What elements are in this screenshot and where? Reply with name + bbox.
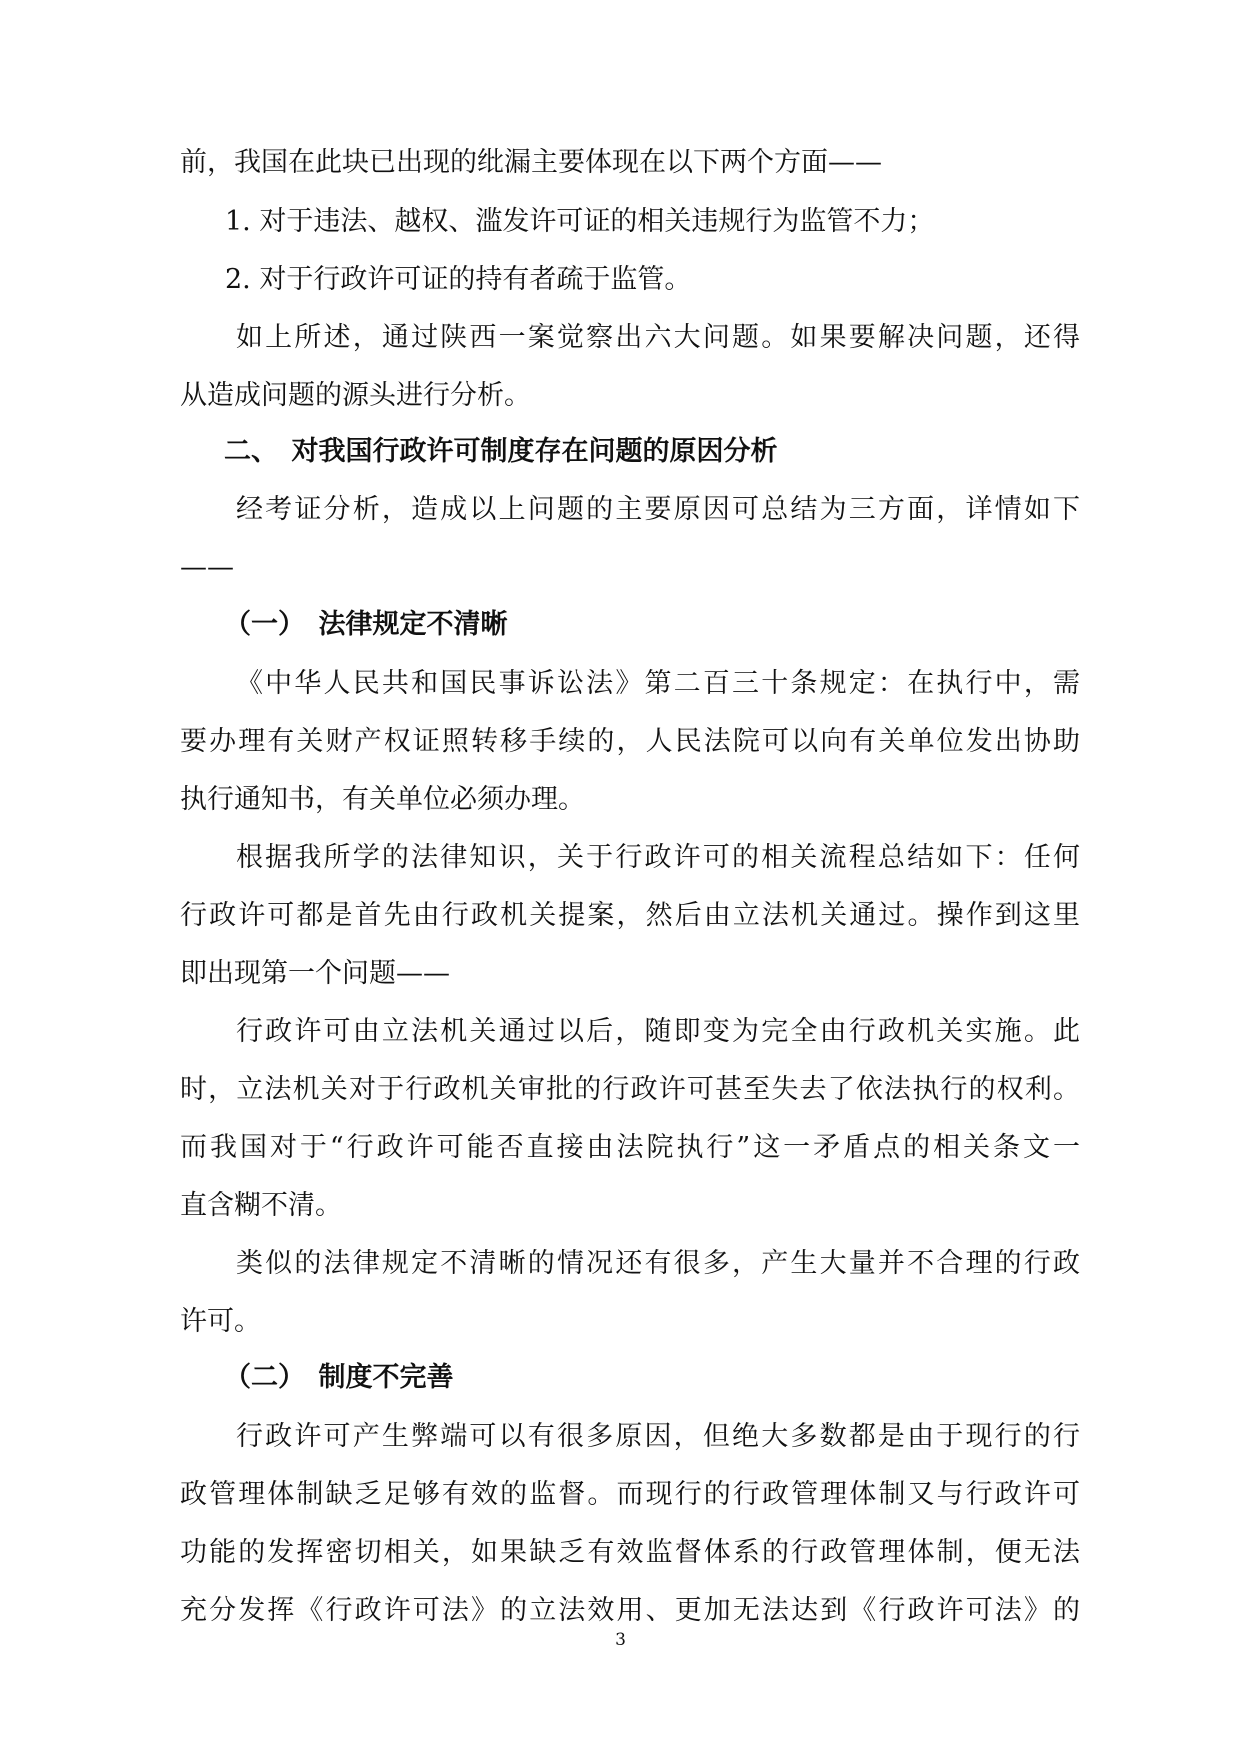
paragraph-line: 许可。 xyxy=(180,1306,261,1337)
paragraph-line: 行政许可产生弊端可以有很多原因，但绝大多数都是由于现行的行 xyxy=(236,1421,1080,1452)
paragraph-line: 政管理体制缺乏足够有效的监督。而现行的行政管理体制又与行政许可 xyxy=(180,1479,1080,1510)
paragraph-line: 执行通知书，有关单位必须办理。 xyxy=(180,784,585,815)
list-item-2: 2. 对于行政许可证的持有者疏于监管。 xyxy=(225,264,692,295)
paragraph-line: 时，立法机关对于行政机关审批的行政许可甚至失去了依法执行的权利。 xyxy=(180,1074,1080,1105)
paragraph-line: —— xyxy=(180,552,234,583)
section-heading-2: 二、 对我国行政许可制度存在问题的原因分析 xyxy=(224,436,778,467)
paragraph-line: 根据我所学的法律知识，关于行政许可的相关流程总结如下：任何 xyxy=(236,842,1080,873)
paragraph-line: 《中华人民共和国民事诉讼法》第二百三十条规定：在执行中，需 xyxy=(236,668,1080,699)
paragraph-line: 前，我国在此块已出现的纰漏主要体现在以下两个方面—— xyxy=(180,147,882,178)
paragraph-line: 行政许可都是首先由行政机关提案，然后由立法机关通过。操作到这里 xyxy=(180,900,1080,931)
page-number: 3 xyxy=(615,1630,626,1650)
paragraph-line: 即出现第一个问题—— xyxy=(180,958,450,989)
paragraph-line: 类似的法律规定不清晰的情况还有很多，产生大量并不合理的行政 xyxy=(236,1248,1080,1279)
paragraph-line: 要办理有关财产权证照转移手续的，人民法院可以向有关单位发出协助 xyxy=(180,726,1080,757)
subsection-heading-1: （一） 法律规定不清晰 xyxy=(224,609,508,640)
paragraph-line: 而我国对于“行政许可能否直接由法院执行”这一矛盾点的相关条文一 xyxy=(180,1132,1080,1163)
paragraph-line: 充分发挥《行政许可法》的立法效用、更加无法达到《行政许可法》的 xyxy=(180,1595,1080,1626)
paragraph-line: 直含糊不清。 xyxy=(180,1190,342,1221)
paragraph-line: 功能的发挥密切相关，如果缺乏有效监督体系的行政管理体制，便无法 xyxy=(180,1537,1080,1568)
paragraph-line: 经考证分析，造成以上问题的主要原因可总结为三方面，详情如下 xyxy=(236,494,1080,525)
list-item-1: 1. 对于违法、越权、滥发许可证的相关违规行为监管不力； xyxy=(225,206,935,237)
paragraph-line: 行政许可由立法机关通过以后，随即变为完全由行政机关实施。此 xyxy=(236,1016,1080,1047)
subsection-heading-2: （二） 制度不完善 xyxy=(224,1362,454,1393)
paragraph-line: 从造成问题的源头进行分析。 xyxy=(180,380,531,411)
paragraph-line: 如上所述，通过陕西一案觉察出六大问题。如果要解决问题，还得 xyxy=(236,322,1080,353)
